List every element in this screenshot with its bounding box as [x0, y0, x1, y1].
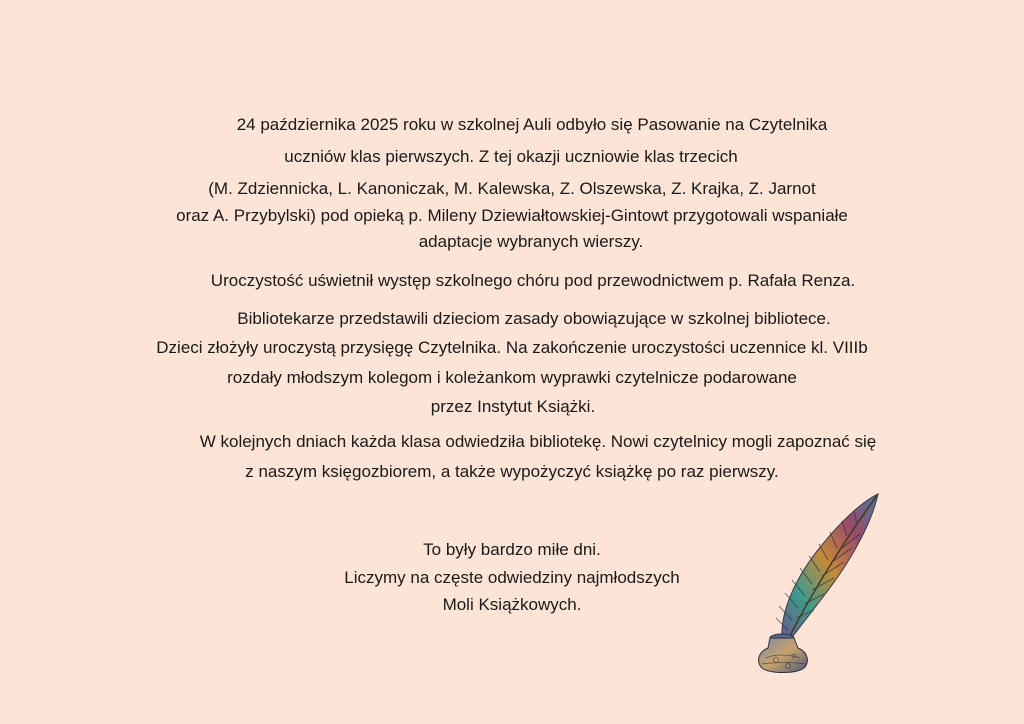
closing-note-line-3: Moli Książkowych. [442, 595, 582, 614]
closing-note-line-1: To były bardzo miłe dni. [423, 540, 601, 559]
paragraph-librarians-line-2: Dzieci złożyły uroczystą przysięgę Czytelnika. Na zakończenie uroczystości uczennice kl. VIIIb [156, 338, 868, 357]
paragraph-ceremony-line-1: 24 października 2025 roku w szkolnej Auli odbyło się Pasowanie na Czytelnika [236, 115, 828, 134]
paragraph-ceremony-line-5: adaptacje wybranych wierszy. [418, 232, 644, 251]
paragraph-library-visits-line-2: z naszym księgozbiorem, a także wypożyczyć książkę po raz pierwszy. [245, 462, 779, 481]
paragraph-ceremony-line-3: (M. Zdziennicka, L. Kanoniczak, M. Kalewska, Z. Olszewska, Z. Krajka, Z. Jarnot [208, 179, 816, 198]
paragraph-choir-line-1: Uroczystość uświetnił występ szkolnego chóru pod przewodnictwem p. Rafała Renza. [210, 271, 856, 290]
paragraph-librarians-line-1: Bibliotekarze przedstawili dzieciom zasady obowiązujące w szkolnej bibliotece. [237, 309, 831, 328]
closing-note-line-2: Liczymy na częste odwiedziny najmłodszych [344, 568, 680, 587]
quill-inkwell-icon [752, 490, 887, 675]
paragraph-library-visits-line-1: W kolejnych dniach każda klasa odwiedziła bibliotekę. Nowi czytelnicy mogli zapoznać się [199, 432, 877, 451]
paragraph-ceremony-line-4: oraz A. Przybylski) pod opieką p. Mileny Dziewiałtowskiej-Gintowt przygotowali wspaniałe [176, 206, 848, 225]
paragraph-ceremony-line-2: uczniów klas pierwszych. Z tej okazji uczniowie klas trzecich [284, 147, 738, 166]
paragraph-librarians-line-3: rozdały młodszym kolegom i koleżankom wyprawki czytelnicze podarowane [227, 368, 797, 387]
paragraph-librarians-line-4: przez Instytut Książki. [430, 397, 596, 416]
